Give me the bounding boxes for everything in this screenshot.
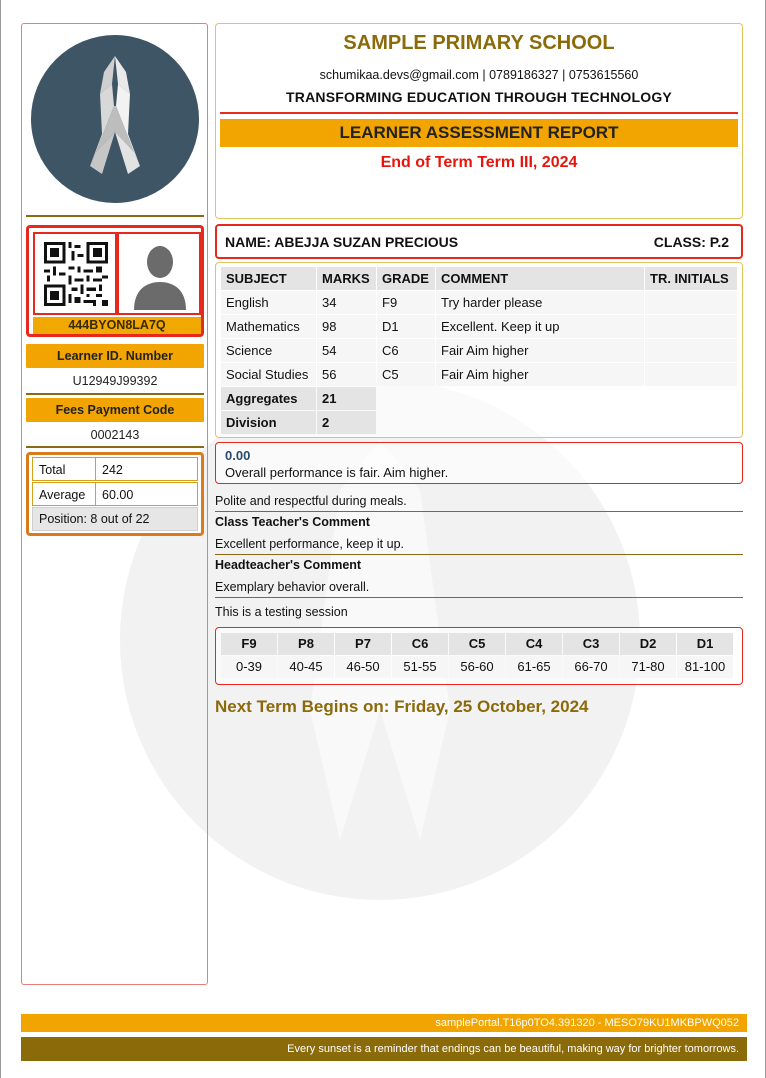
marks-table	[215, 262, 743, 438]
average-value: 60.00	[95, 482, 198, 506]
divider	[215, 511, 743, 512]
qr-code-icon	[44, 242, 108, 306]
grade-range: 46-50	[335, 656, 391, 678]
position-text: Position: 8 out of 22	[32, 507, 198, 531]
grading-scale	[215, 627, 743, 685]
learner-photo	[117, 232, 201, 315]
grade-label: D2	[620, 633, 676, 655]
learner-class: CLASS: P.2	[653, 234, 729, 250]
divider	[215, 554, 743, 555]
aggregates-label: Aggregates	[221, 387, 316, 410]
grade-label: C3	[563, 633, 619, 655]
session-note: This is a testing session	[215, 605, 348, 619]
cell-comment: Excellent. Keep it up	[436, 315, 644, 338]
school-crest-icon	[30, 34, 200, 204]
learner-sidebar	[21, 23, 208, 985]
performance-value: 0.00	[225, 448, 251, 463]
report-term: End of Term Term III, 2024	[380, 154, 578, 171]
cell-subject: Social Studies	[221, 363, 316, 386]
grade-label: P7	[335, 633, 391, 655]
headteacher-comment: Exemplary behavior overall.	[215, 580, 370, 594]
grade-label: C4	[506, 633, 562, 655]
school-contact: schumikaa.devs@gmail.com | 0789186327 | 0753615560	[319, 68, 639, 82]
performance-summary	[215, 442, 743, 484]
learner-code: 444BYON8LA7Q	[33, 317, 201, 334]
divider	[26, 215, 204, 217]
portal-reference: samplePortal.T16p0TO4.391320 - MESO79KU1MKBPWQ052	[21, 1014, 747, 1032]
divider	[26, 393, 204, 395]
report-title: LEARNER ASSESSMENT REPORT	[220, 119, 738, 147]
school-name: SAMPLE PRIMARY SCHOOL	[343, 32, 615, 54]
column-header-marks: MARKS	[317, 267, 376, 290]
fees-code-value: 0002143	[90, 428, 140, 442]
grade-label: F9	[221, 633, 277, 655]
learner-name: NAME: ABEJJA SUZAN PRECIOUS	[225, 234, 459, 250]
grade-range: 71-80	[620, 656, 676, 678]
cell-grade: C5	[377, 363, 435, 386]
column-header-subject: SUBJECT	[221, 267, 316, 290]
aggregates-value: 21	[317, 387, 376, 410]
division-label: Division	[221, 411, 316, 434]
cell-grade: F9	[377, 291, 435, 314]
grade-label: C5	[449, 633, 505, 655]
cell-initials	[645, 315, 737, 338]
grade-range: 0-39	[221, 656, 277, 678]
stats-summary	[26, 452, 204, 536]
cell-subject: English	[221, 291, 316, 314]
cell-subject: Mathematics	[221, 315, 316, 338]
grade-range: 51-55	[392, 656, 448, 678]
cell-grade: D1	[377, 315, 435, 338]
learner-id-card	[26, 225, 204, 337]
grade-label: C6	[392, 633, 448, 655]
grade-label: P8	[278, 633, 334, 655]
next-term-date: Next Term Begins on: Friday, 25 October, 2024	[215, 697, 589, 716]
learner-id-value: U12949J99392	[72, 374, 158, 388]
grade-label: D1	[677, 633, 733, 655]
cell-marks: 56	[317, 363, 376, 386]
cell-marks: 98	[317, 315, 376, 338]
total-value: 242	[95, 457, 198, 481]
divider	[215, 597, 743, 598]
cell-initials	[645, 339, 737, 362]
divider	[220, 112, 738, 114]
total-label: Total	[32, 457, 96, 481]
footer-quote: Every sunset is a reminder that endings can be beautiful, making way for brighter tomorrows.	[21, 1037, 747, 1061]
performance-text: Overall performance is fair. Aim higher.	[225, 465, 449, 480]
cell-initials	[645, 363, 737, 386]
divider	[26, 446, 204, 448]
report-header	[215, 23, 743, 219]
cell-comment: Fair Aim higher	[436, 363, 644, 386]
average-label: Average	[32, 482, 96, 506]
cell-marks: 54	[317, 339, 376, 362]
class-teacher-heading: Class Teacher's Comment	[215, 515, 370, 529]
cell-subject: Science	[221, 339, 316, 362]
learner-id-label: Learner ID. Number	[26, 344, 204, 368]
qr-code	[33, 232, 117, 315]
column-header-comment: COMMENT	[436, 267, 644, 290]
conduct-comment: Polite and respectful during meals.	[215, 494, 407, 508]
column-header-initials: TR. INITIALS	[645, 267, 737, 290]
fees-code-label: Fees Payment Code	[26, 398, 204, 422]
headteacher-heading: Headteacher's Comment	[215, 558, 362, 572]
division-value: 2	[317, 411, 376, 434]
cell-comment: Try harder please	[436, 291, 644, 314]
grade-range: 61-65	[506, 656, 562, 678]
user-silhouette-icon	[132, 240, 188, 310]
learner-name-bar	[215, 224, 743, 259]
cell-marks: 34	[317, 291, 376, 314]
class-teacher-comment: Excellent performance, keep it up.	[215, 537, 404, 551]
cell-initials	[645, 291, 737, 314]
school-logo	[30, 34, 200, 204]
grade-range: 40-45	[278, 656, 334, 678]
grade-range: 81-100	[677, 656, 733, 678]
school-motto: TRANSFORMING EDUCATION THROUGH TECHNOLOGY	[286, 89, 672, 105]
grade-range: 56-60	[449, 656, 505, 678]
grade-range: 66-70	[563, 656, 619, 678]
cell-grade: C6	[377, 339, 435, 362]
column-header-grade: GRADE	[377, 267, 435, 290]
cell-comment: Fair Aim higher	[436, 339, 644, 362]
